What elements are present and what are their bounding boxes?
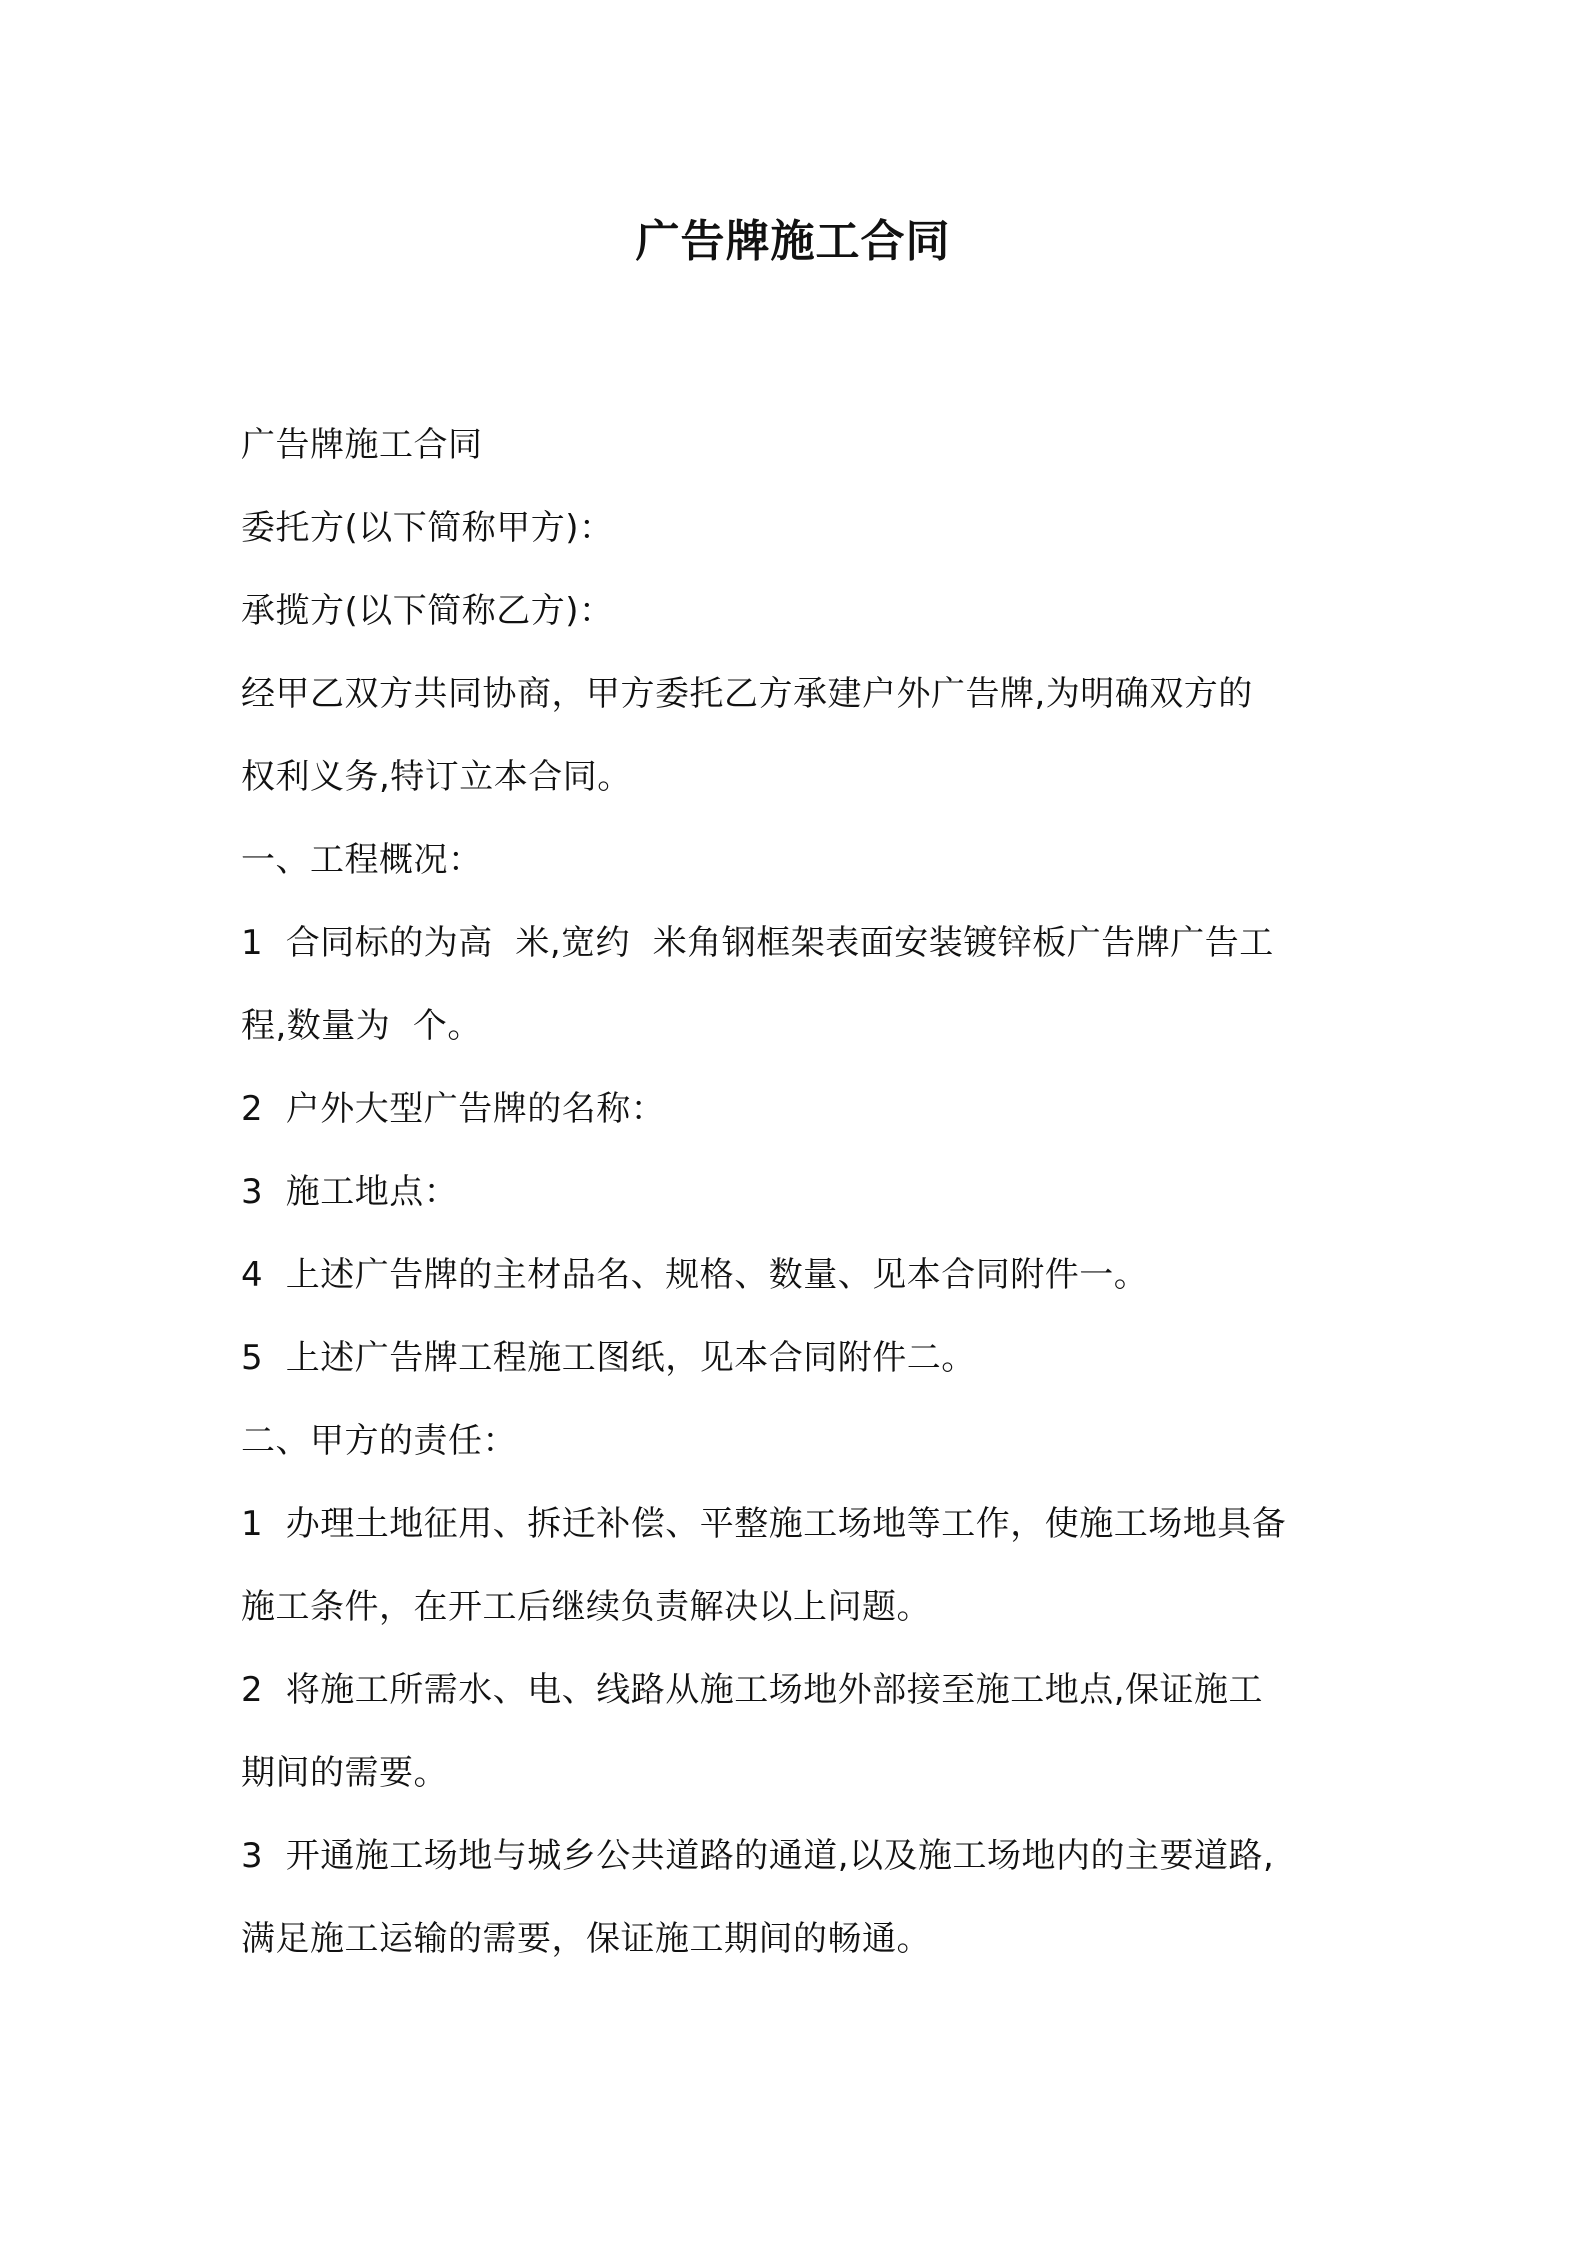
doc-line-item-1-2: 2 户外大型广告牌的名称：	[241, 1089, 666, 1129]
doc-line-section-1-heading: 一、工程概况：	[241, 840, 483, 880]
doc-line-section-2-heading: 二、甲方的责任：	[241, 1421, 517, 1461]
doc-line-preamble-1: 经甲乙双方共同协商，甲方委托乙方承建户外广告牌,为明确双方的	[241, 674, 1253, 714]
doc-line-item-2-1a: 1 办理土地征用、拆迁补偿、平整施工场地等工作，使施工场地具备	[241, 1504, 1287, 1544]
doc-line-item-2-2b: 期间的需要。	[241, 1753, 448, 1793]
doc-line-item-2-2a: 2 将施工所需水、电、线路从施工场地外部接至施工地点,保证施工	[241, 1670, 1264, 1710]
doc-line-item-2-3b: 满足施工运输的需要，保证施工期间的畅通。	[241, 1919, 931, 1959]
doc-line-preamble-2: 权利义务,特订立本合同。	[241, 757, 632, 797]
doc-line-subtitle: 广告牌施工合同	[241, 425, 483, 465]
doc-line-party-b: 承揽方(以下简称乙方)：	[241, 591, 614, 631]
doc-line-item-1-5: 5 上述广告牌工程施工图纸，见本合同附件二。	[241, 1338, 976, 1378]
doc-line-party-a: 委托方(以下简称甲方)：	[241, 508, 614, 548]
doc-line-item-2-1b: 施工条件，在开工后继续负责解决以上问题。	[241, 1587, 931, 1627]
doc-line-item-1-4: 4 上述广告牌的主材品名、规格、数量、见本合同附件一。	[241, 1255, 1149, 1295]
doc-line-item-2-3a: 3 开通施工场地与城乡公共道路的通道,以及施工场地内的主要道路,	[241, 1836, 1275, 1876]
document-body	[241, 404, 1361, 1981]
doc-line-item-1-3: 3 施工地点：	[241, 1172, 459, 1212]
document-title: 广告牌施工合同	[635, 216, 951, 267]
doc-line-item-1-1b: 程,数量为 个。	[241, 1006, 482, 1046]
doc-line-item-1-1a: 1 合同标的为高 米,宽约 米角钢框架表面安装镀锌板广告牌广告工	[241, 923, 1274, 963]
